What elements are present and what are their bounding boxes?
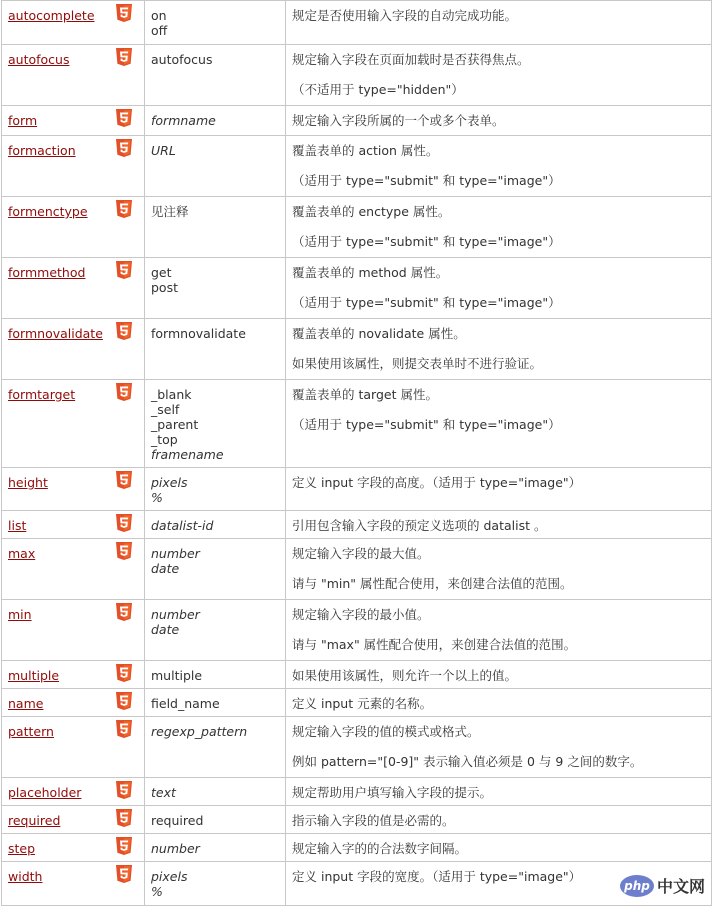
html5-icon: [116, 383, 132, 401]
attribute-table-body: [2, 1, 712, 906]
html5-icon: [116, 781, 132, 799]
table-row: [2, 689, 712, 717]
attribute-value: regexp_pattern: [151, 724, 248, 739]
values-cell: [145, 778, 286, 806]
table-row: [2, 600, 712, 661]
description-line: 覆盖表单的 action 属性。: [292, 143, 439, 158]
table-row: [2, 380, 712, 468]
table-row: [2, 106, 712, 136]
attribute-cell: [2, 717, 145, 778]
table-row: [2, 511, 712, 539]
attribute-value: pixels: [151, 869, 188, 884]
description-cell: [286, 136, 712, 197]
html5-icon: [116, 542, 132, 560]
html5-icon: [116, 261, 132, 279]
attribute-cell: [2, 136, 145, 197]
attribute-value: %: [151, 884, 163, 899]
table-row: [2, 258, 712, 319]
values-cell: [145, 258, 286, 319]
description-cell: [286, 661, 712, 689]
values-cell: [145, 539, 286, 600]
description-line: 请与 "min" 属性配合使用，来创建合法值的范围。: [292, 576, 573, 591]
description-line: （适用于 type="submit" 和 type="image"）: [292, 417, 561, 432]
attribute-cell: [2, 539, 145, 600]
attribute-value: number: [151, 841, 200, 856]
html5-icon: [116, 471, 132, 489]
table-row: [2, 778, 712, 806]
attribute-value: post: [151, 280, 178, 295]
attribute-link[interactable]: height: [8, 475, 48, 490]
description-line: 覆盖表单的 novalidate 属性。: [292, 326, 466, 341]
attribute-link[interactable]: pattern: [8, 724, 54, 739]
description-line: 定义 input 字段的宽度。（适用于 type="image"）: [292, 869, 582, 884]
attribute-cell: [2, 319, 145, 380]
description-line: 规定输入字段的值的模式或格式。: [292, 724, 480, 739]
attribute-value: pixels: [151, 475, 188, 490]
attribute-value: field_name: [151, 696, 220, 711]
description-line: （适用于 type="submit" 和 type="image"）: [292, 234, 561, 249]
attribute-value: date: [151, 561, 180, 576]
attribute-value: text: [151, 785, 176, 800]
description-cell: [286, 380, 712, 468]
table-row: [2, 862, 712, 906]
description-cell: [286, 319, 712, 380]
description-cell: [286, 689, 712, 717]
attribute-value: date: [151, 622, 180, 637]
html5-icon: [116, 48, 132, 66]
description-line: 规定是否使用输入字段的自动完成功能。: [292, 8, 518, 23]
table-row: [2, 539, 712, 600]
description-cell: [286, 468, 712, 511]
values-cell: [145, 661, 286, 689]
attribute-cell: [2, 511, 145, 539]
description-line: 覆盖表单的 enctype 属性。: [292, 204, 451, 219]
attribute-value: multiple: [151, 668, 203, 683]
values-cell: [145, 136, 286, 197]
values-cell: [145, 319, 286, 380]
html5-icon: [116, 514, 132, 532]
values-cell: [145, 197, 286, 258]
description-cell: [286, 197, 712, 258]
values-cell: [145, 717, 286, 778]
attribute-value: required: [151, 813, 204, 828]
table-row: [2, 136, 712, 197]
html5-icon: [116, 837, 132, 855]
values-cell: [145, 106, 286, 136]
description-cell: [286, 717, 712, 778]
values-cell: [145, 600, 286, 661]
attribute-link[interactable]: formtarget: [8, 387, 76, 402]
description-cell: [286, 511, 712, 539]
attribute-value: _blank: [151, 387, 192, 402]
values-cell: [145, 862, 286, 906]
attribute-value: get: [151, 265, 172, 280]
attribute-link[interactable]: placeholder: [8, 785, 82, 800]
attribute-cell: [2, 380, 145, 468]
description-cell: [286, 539, 712, 600]
attribute-link[interactable]: min: [8, 607, 32, 622]
html5-icon: [116, 139, 132, 157]
attribute-value: 见注释: [151, 204, 189, 219]
html5-icon: [116, 865, 132, 883]
description-line: 覆盖表单的 target 属性。: [292, 387, 438, 402]
description-line: 请与 "max" 属性配合使用，来创建合法值的范围。: [292, 637, 577, 652]
attribute-link[interactable]: list: [8, 518, 27, 533]
description-line: 如果使用该属性，则允许一个以上的值。: [292, 668, 518, 683]
description-cell: [286, 45, 712, 106]
html5-icon: [116, 322, 132, 340]
description-line: 例如 pattern="[0-9]" 表示输入值必须是 0 与 9 之间的数字。: [292, 754, 643, 769]
description-line: 覆盖表单的 method 属性。: [292, 265, 449, 280]
attribute-value: %: [151, 490, 163, 505]
description-cell: [286, 834, 712, 862]
attribute-cell: [2, 689, 145, 717]
table-row: [2, 468, 712, 511]
description-line: 指示输入字段的值是必需的。: [292, 813, 455, 828]
description-line: 规定输入字段在页面加载时是否获得焦点。: [292, 52, 530, 67]
attribute-value: _parent: [151, 417, 199, 432]
html5-icon: [116, 720, 132, 738]
attribute-link[interactable]: form: [8, 113, 38, 128]
attribute-cell: [2, 1, 145, 45]
attribute-cell: [2, 862, 145, 906]
attribute-link[interactable]: step: [8, 841, 36, 856]
attribute-value: datalist-id: [151, 518, 214, 533]
html5-icon: [116, 109, 132, 127]
attribute-link[interactable]: required: [8, 813, 61, 828]
values-cell: [145, 806, 286, 834]
description-line: （适用于 type="submit" 和 type="image"）: [292, 295, 561, 310]
values-cell: [145, 689, 286, 717]
values-cell: [145, 1, 286, 45]
description-line: 规定输入字段的最大值。: [292, 546, 430, 561]
table-row: [2, 319, 712, 380]
values-cell: [145, 511, 286, 539]
attribute-cell: [2, 106, 145, 136]
description-line: （不适用于 type="hidden"）: [292, 82, 464, 97]
attribute-link[interactable]: autocomplete: [8, 8, 95, 23]
table-row: [2, 717, 712, 778]
attribute-cell: [2, 468, 145, 511]
values-cell: [145, 45, 286, 106]
watermark-logo: php: [620, 875, 654, 897]
attribute-cell: [2, 806, 145, 834]
html5-icon: [116, 603, 132, 621]
attribute-value: formnovalidate: [151, 326, 246, 341]
attribute-link[interactable]: multiple: [8, 668, 60, 683]
table-row: [2, 806, 712, 834]
watermark: [620, 874, 705, 897]
watermark-text: 中文网: [656, 877, 705, 896]
table-row: [2, 834, 712, 862]
attribute-cell: [2, 197, 145, 258]
table-row: [2, 45, 712, 106]
table-row: [2, 197, 712, 258]
attribute-value: autofocus: [151, 52, 213, 67]
html5-icon: [116, 664, 132, 682]
description-cell: [286, 778, 712, 806]
description-line: 定义 input 元素的名称。: [292, 696, 433, 711]
attribute-value: framename: [151, 447, 224, 462]
attribute-link[interactable]: formnovalidate: [8, 326, 103, 341]
table-row: [2, 661, 712, 689]
attribute-value: _top: [151, 432, 178, 447]
attribute-link[interactable]: max: [8, 546, 36, 561]
attribute-link[interactable]: formmethod: [8, 265, 86, 280]
attribute-cell: [2, 45, 145, 106]
values-cell: [145, 834, 286, 862]
description-line: 规定输入字段的最小值。: [292, 607, 430, 622]
attribute-value: off: [151, 23, 168, 38]
attribute-cell: [2, 778, 145, 806]
attribute-cell: [2, 258, 145, 319]
attribute-cell: [2, 661, 145, 689]
description-line: 如果使用该属性，则提交表单时不进行验证。: [292, 356, 543, 371]
description-line: 规定输入字的的合法数字间隔。: [292, 841, 468, 856]
html5-icon: [116, 4, 132, 22]
attribute-cell: [2, 834, 145, 862]
table-row: [2, 1, 712, 45]
html5-icon: [116, 200, 132, 218]
values-cell: [145, 468, 286, 511]
description-line: 规定帮助用户填写输入字段的提示。: [292, 785, 493, 800]
attribute-value: number: [151, 546, 200, 561]
description-cell: [286, 600, 712, 661]
html5-icon: [116, 692, 132, 710]
attribute-value: on: [151, 8, 167, 23]
description-line: 引用包含输入字段的预定义选项的 datalist 。: [292, 518, 547, 533]
attribute-table: [1, 0, 712, 906]
description-cell: [286, 106, 712, 136]
attribute-cell: [2, 600, 145, 661]
attribute-link[interactable]: formaction: [8, 143, 76, 158]
attribute-link[interactable]: name: [8, 696, 44, 711]
attribute-value: formname: [151, 113, 216, 128]
description-line: （适用于 type="submit" 和 type="image"）: [292, 173, 561, 188]
values-cell: [145, 380, 286, 468]
description-cell: [286, 258, 712, 319]
description-line: 规定输入字段所属的一个或多个表单。: [292, 113, 505, 128]
attribute-value: _self: [151, 402, 180, 417]
attribute-link[interactable]: width: [8, 869, 43, 884]
description-cell: [286, 806, 712, 834]
attribute-link[interactable]: formenctype: [8, 204, 88, 219]
html5-icon: [116, 809, 132, 827]
attribute-link[interactable]: autofocus: [8, 52, 70, 67]
attribute-value: number: [151, 607, 200, 622]
description-line: 定义 input 字段的高度。（适用于 type="image"）: [292, 475, 582, 490]
attribute-value: URL: [151, 143, 176, 158]
description-cell: [286, 1, 712, 45]
